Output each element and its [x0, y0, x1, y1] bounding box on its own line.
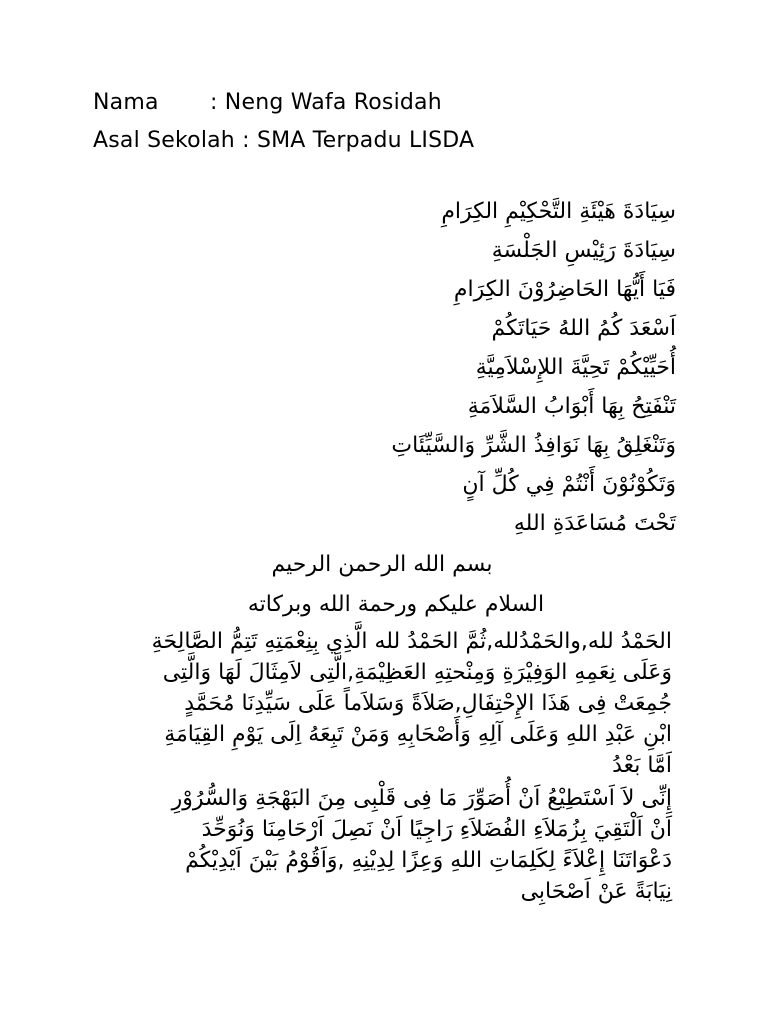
paragraph-line: الحَمْدُ لله,والحَمْدُلله,ثُمَّ الحَمْدُ لله الَّذِي بِنِعْمَتِهِ تَتِمُّ الصَّالِحَةِ: [151, 629, 672, 654]
paragraph-line: ابْنِ عَبْدِ اللهِ وَعَلَى آلِهِ وَأَصْحَابِهِ وَمَنْ تَبِعَهُ اِلَى يَوْمِ القِيَامَةِ: [164, 722, 672, 747]
name-row: [93, 84, 713, 122]
intro-paragraph: [92, 783, 672, 907]
paragraph-line: نِيَابَةً عَنْ اَصْحَابِى: [520, 879, 672, 904]
salutation-line: تَنْفَتِحُ بِهَا أَبْوَابُ السَّلاَمَةِ: [467, 394, 676, 419]
praise-paragraph: [92, 626, 672, 781]
student-info: [93, 84, 713, 160]
salutation-line: فَيَا أَيُّهَا الحَاضِرُوْنَ الكِرَامِ: [453, 277, 676, 302]
basmala-text: بسم الله الرحمن الرحيم: [271, 552, 493, 577]
salutation-line: وَتَكُوْنُوْنَ أَنْتُمْ فِي كُلِّ آنٍ: [462, 472, 676, 497]
salutation-line: أُحَيِّيْكُمْ تَحِيَّةَ اللإِسْلاَمِيَّةِ: [475, 355, 676, 380]
salutation-line: سِيَادَةَ رَئِيْسِ الجَلْسَةِ: [491, 238, 676, 263]
paragraph-line: وَعَلَى نِعَمِهِ الوَفِيْرَةِ وَمِنْحتِهِ العَظِيْمَةِ,الَّتِى لاَمِثَالَ لَهَا وَالَّتِى: [162, 660, 672, 685]
school-label: Asal Sekolah: [93, 128, 235, 153]
salutation-line: تَحْتَ مُسَاعَدَةِ اللهِ: [513, 511, 676, 536]
paragraph-line: إِنِّى لاَ اَسْتَطِيْعُ اَنْ أُصَوِّرَ مَا فِى قَلْبِى مِنَ البَهْجَةِ وَالسُّرُوْرِ: [171, 786, 672, 811]
salam-greeting: [0, 587, 768, 623]
salutation-line: وَتَنْغَلِقُ بِهَا نَوَافِذُ الشَّرِّ وَالسَّيِّئَاتِ: [391, 433, 676, 458]
paragraph-line: اَمَّا بَعْدُ: [612, 753, 672, 778]
paragraph-line: جُمِعَتْ فِى هَذَا الإِحْتِفَالِ,صَلاَةً وَسَلاَماً عَلَى سَيِّدِنَا مُحَمَّدٍ: [184, 691, 672, 716]
salutation-line: اَسْعَدَ كُمُ اللهُ حَيَاتَكُمْ: [491, 316, 676, 341]
school-value: : SMA Terpadu LISDA: [242, 128, 475, 153]
name-label: Nama: [93, 90, 159, 115]
basmala: [0, 547, 768, 583]
school-row: [93, 122, 713, 160]
salam-text: السلام عليكم ورحمة الله وبركاته: [247, 592, 545, 617]
paragraph-line: اَنْ اَلْتَقِيَ بِزُمَلاَءِ الفُضَلاَءِ رَاجِيًا اَنْ نَصِلَ اَرْحَامِنَا وَنُوَحِّدَ: [201, 817, 672, 842]
name-value: : Neng Wafa Rosidah: [210, 90, 442, 115]
salutation-line: سِيَادَةَ هَيْئَةِ التَّحْكِيْمِ الكِرَامِ: [441, 199, 676, 224]
opening-salutation: [256, 192, 676, 543]
paragraph-line: دَعْوَاتَنَا إِعْلاَءً لِكَلِمَاتِ اللهِ وَعِزًا لِدِيْنِهِ ,وَاَقُوْمُ بَيْنَ اَيْدِيْكُمْ: [185, 848, 672, 873]
